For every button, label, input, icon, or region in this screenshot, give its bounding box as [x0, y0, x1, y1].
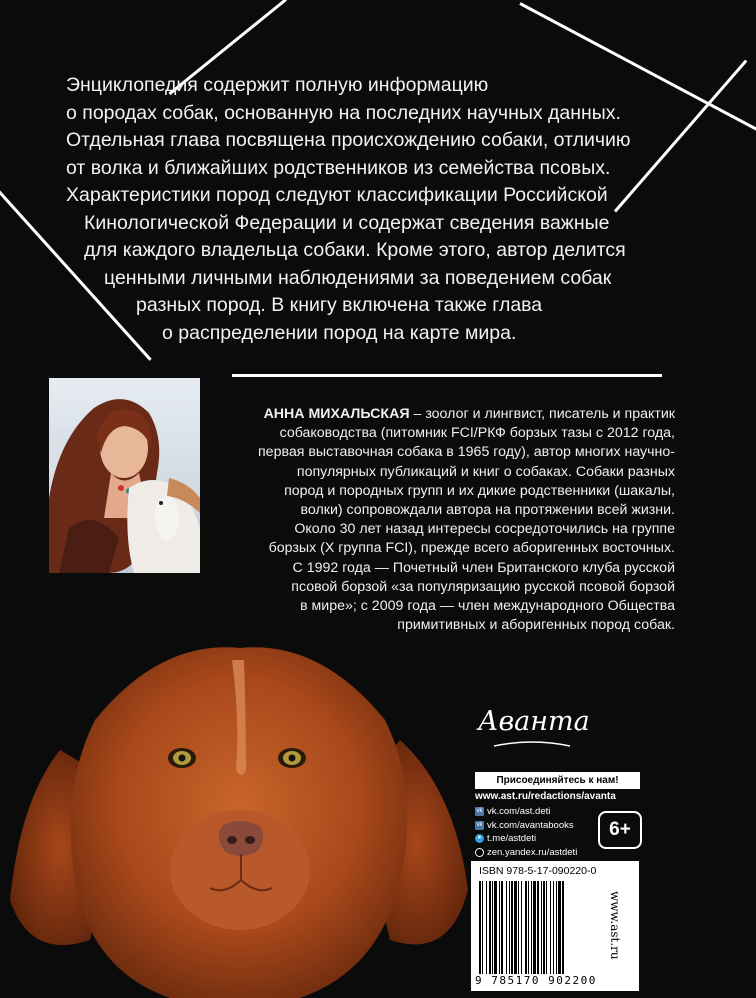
author-divider [232, 374, 662, 377]
zen-icon [475, 848, 484, 857]
author-name: АННА МИХАЛЬСКАЯ [263, 406, 410, 422]
description-line: Характеристики пород следуют классификации Российской [66, 184, 608, 206]
bio-line-rest: – зоолог и лингвист, писатель и практик [409, 406, 675, 422]
site-url: www.ast.ru [608, 890, 622, 960]
bio-line: первая выставочная собака в 1965 году), автор многих научно- [258, 444, 675, 461]
description-line: о породах собак, основанную на последних научных данных. [66, 101, 621, 124]
bio-line: собаководства (питомник FCI/РКФ борзых тазы с 2012 года, [279, 425, 675, 442]
description-line: Энциклопедия содержит полную информацию [66, 74, 489, 96]
join-us-banner: Присоединяйтесь к нам! [475, 772, 640, 789]
social-link-text: vk.com/ast.deti [487, 806, 551, 818]
description-line: ценными личными наблюдениями за поведением собак [104, 266, 612, 289]
isbn-number: ISBN 978-5-17-090220-0 [479, 865, 597, 877]
vk-icon: vk [476, 808, 483, 815]
social-link-text: zen.yandex.ru/astdeti [487, 846, 578, 858]
bio-line: популярных публикаций и книг о собаках. Собаки разных [296, 463, 675, 480]
ean-number: 9 785170 902200 [475, 974, 597, 987]
bio-line: волки) сопровождали автора на протяжении всей жизни. [300, 502, 675, 519]
bio-line: борзых (X группа FCI), прежде всего аборигенных восточных. [268, 540, 675, 557]
description-line: Кинологической Федерации и содержат сведения важные [84, 211, 610, 234]
bio-line [205, 405, 675, 424]
bio-line: в мире»; с 2009 года — член международного Общества [300, 598, 675, 615]
publisher-logo-text: Аванта [478, 706, 590, 737]
author-bio [205, 405, 675, 635]
barcode-panel [471, 861, 639, 991]
dog-illustration [0, 640, 470, 998]
description-line: Отдельная глава посвящена происхождению собаки, отличию [66, 129, 631, 151]
barcode-icon [479, 881, 597, 974]
bio-line: С 1992 года — Почетный член Британского клуба русской [292, 559, 675, 576]
description-line: от волка и ближайших родственников из семейства псовых. [66, 156, 611, 179]
description-line: о распределении пород на карте мира. [162, 321, 517, 344]
description-line: для каждого владельца собаки. Кроме этого, автор делится [84, 239, 626, 261]
description-line: разных пород. В книгу включена также глава [136, 294, 543, 316]
author-photo [49, 378, 200, 573]
bio-line: пород и породных групп и их дикие родственники (шакалы, [284, 482, 675, 499]
social-link-text: vk.com/avantabooks [487, 819, 574, 831]
book-description [40, 72, 720, 347]
age-rating-badge: 6+ [598, 811, 642, 849]
author-photo-illustration [49, 378, 200, 573]
bio-line: псовой борзой «за популяризацию русской псовой борзой [291, 578, 675, 595]
bio-line: Около 30 лет назад интересы сосредоточились на группе [294, 521, 675, 538]
publisher-url[interactable]: www.ast.ru/redactions/avanta [475, 791, 616, 802]
bio-line: примитивных и аборигенных пород собак. [397, 617, 675, 634]
dog-photo [0, 640, 470, 998]
social-link-text: t.me/astdeti [487, 833, 537, 845]
telegram-icon: ➤ [476, 835, 483, 842]
vk-icon: vk [476, 821, 483, 828]
logo-swoosh-icon [492, 740, 572, 750]
publisher-logo [478, 702, 588, 752]
